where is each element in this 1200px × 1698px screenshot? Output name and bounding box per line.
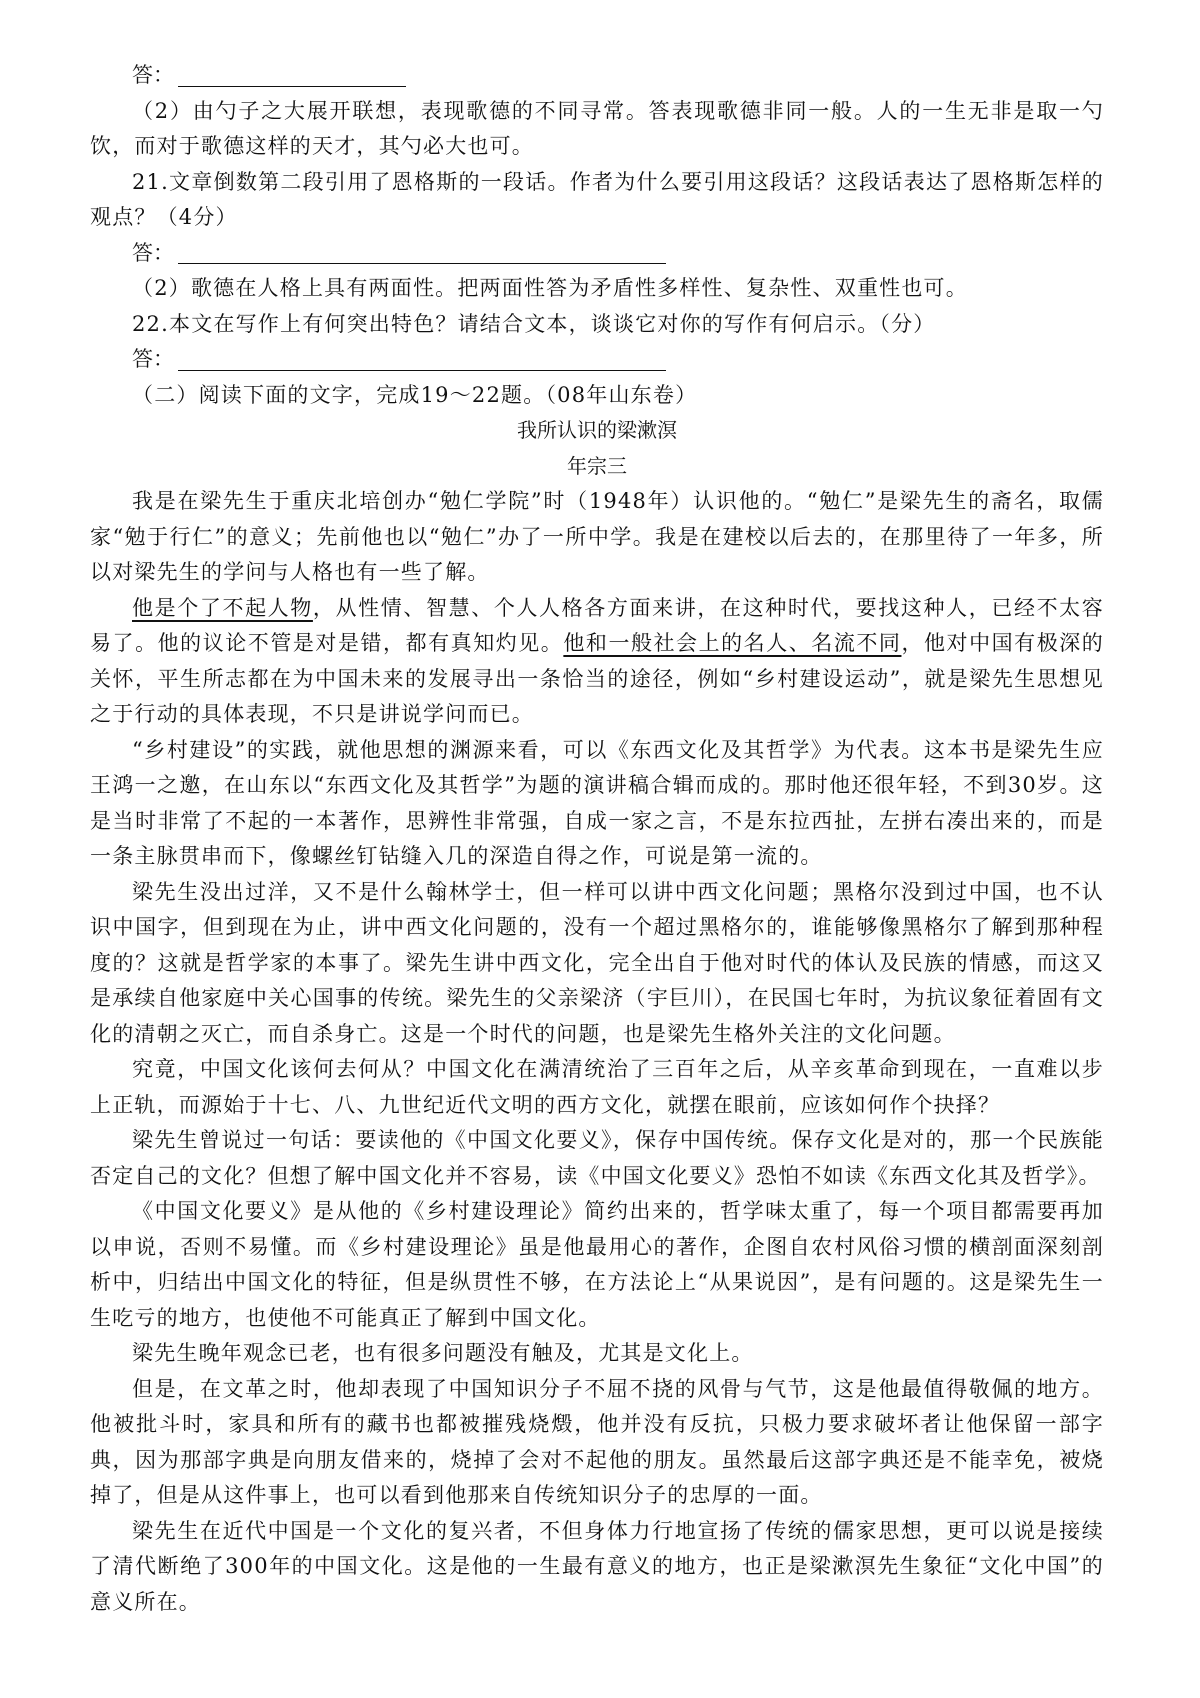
answer-label: 答： <box>132 347 174 371</box>
answer-line-q20 <box>90 58 1104 94</box>
article-paragraph-1: 我是在梁先生于重庆北培创办“勉仁学院”时（1948年）认识他的。“勉仁”是梁先生的斋名，取儒家“勉于行仁”的意义；先前他也以“勉仁”办了一所中学。我是在建校以后去的，在那里待了一年多，所以对梁先生的学问与人格也有一些了解。 <box>90 489 1104 584</box>
article-title: 我所认识的梁漱溟 <box>517 418 677 442</box>
answer-label: 答： <box>132 63 174 87</box>
article-paragraph-2 <box>90 591 1104 733</box>
question-22: 22.本文在写作上有何突出特色？请结合文本，谈谈它对你的写作有何启示。（分） <box>132 311 936 336</box>
article-paragraph-7: 《中国文化要义》是从他的《乡村建设理论》简约出来的，哲学味太重了，每一个项目都需要再加以申说，否则不易懂。而《乡村建设理论》虽是他最用心的著作，企图自农村风俗习惯的横剖面深刻剖析中，归结出中国文化的特征，但是纵贯性不够，在方法论上“从果说因”，是有问题的。这是梁先生一生吃亏的地方，也使他不可能真正了解到中国文化。 <box>90 1199 1104 1330</box>
q21-answer-note: （2）歌德在人格上具有两面性。把两面性答为矛盾性多样性、复杂性、双重性也可。 <box>132 276 968 300</box>
underlined-phrase-1: 他是个了不起人物 <box>132 595 313 620</box>
underlined-phrase-2: 他和一般社会上的名人、名流不同 <box>563 631 902 655</box>
article-author: 年宗三 <box>567 453 627 478</box>
answer-label: 答： <box>132 240 174 265</box>
question-21: 21.文章倒数第二段引用了恩格斯的一段话。作者为什么要引用这段话？这段话表达了恩格斯怎样的观点？（4分） <box>90 169 1104 229</box>
paragraph-2-middle: ，从性情、智慧、个人人格各方面来讲，在这种时代，要找这种人，已经不太容易了。他的议论不管是对是错，都有真知灼见。 <box>90 595 1104 655</box>
section-intro: （二）阅读下面的文字，完成19～22题。（08年山东卷） <box>132 382 698 407</box>
article-paragraph-8: 梁先生晚年观念已老，也有很多问题没有触及，尤其是文化上。 <box>132 1341 754 1365</box>
article-paragraph-9: 但是，在文革之时，他却表现了中国知识分子不屈不挠的风骨与气节，这是他最值得敬佩的地方。他被批斗时，家具和所有的藏书也都被摧残烧燬，他并没有反抗，只极力要求破坏者让他保留一部字典，因为那部字典是向朋友借来的，烧掉了会对不起他的朋友。虽然最后这部字典还是不能幸免，被烧掉了，但是从这件事上，也可以看到他那来自传统知识分子的忠厚的一面。 <box>90 1376 1104 1507</box>
answer-blank[interactable] <box>178 348 666 371</box>
paragraph-2-end: ，他对中国有极深的关怀，平生所志都在为中国未来的发展寻出一条恰当的途径，例如“乡村建设运动”，就是梁先生思想见之于行动的具体表现，不只是讲说学问而已。 <box>90 631 1104 726</box>
q20-answer-note: （2）由勺子之大展开联想，表现歌德的不同寻常。答表现歌德非同一般。人的一生无非是取一勺饮，而对于歌德这样的天才，其勺必大也可。 <box>90 98 1104 158</box>
answer-line-q21 <box>90 236 1104 272</box>
document-page <box>90 58 1104 1620</box>
answer-blank[interactable] <box>178 241 666 264</box>
article-paragraph-10: 梁先生在近代中国是一个文化的复兴者，不但身体力行地宣扬了传统的儒家思想，更可以说是接续了清代断绝了300年的中国文化。这是他的一生最有意义的地方，也正是梁漱溟先生象征“文化中国”的意义所在。 <box>90 1518 1104 1614</box>
article-paragraph-5: 究竟，中国文化该何去何从？中国文化在满清统治了三百年之后，从辛亥革命到现在，一直难以步上正轨，而源始于十七、八、九世纪近代文明的西方文化，就摆在眼前，应该如何作个抉择？ <box>90 1057 1104 1117</box>
article-paragraph-6: 梁先生曾说过一句话：要读他的《中国文化要义》，保存中国传统。保存文化是对的，那一个民族能否定自己的文化？但想了解中国文化并不容易，读《中国文化要义》恐怕不如读《东西文化其及哲学》。 <box>90 1128 1104 1188</box>
answer-line-q22 <box>90 342 1104 378</box>
article-paragraph-3: “乡村建设”的实践，就他思想的渊源来看，可以《东西文化及其哲学》为代表。这本书是梁先生应王鸿一之邀，在山东以“东西文化及其哲学”为题的演讲稿合辑而成的。那时他还很年轻，不到30岁。这是当时非常了不起的一本著作，思辨性非常强，自成一家之言，不是东拉西扯，左拼右凑出来的，而是一条主脉贯串而下，像螺丝钉钻缝入几的深造自得之作，可说是第一流的。 <box>90 737 1104 868</box>
answer-blank[interactable] <box>178 64 406 87</box>
article-paragraph-4: 梁先生没出过洋，又不是什么翰林学士，但一样可以讲中西文化问题；黑格尔没到过中国，也不认识中国字，但到现在为止，讲中西文化问题的，没有一个超过黑格尔的，谁能够像黑格尔了解到那种程度的？这就是哲学家的本事了。梁先生讲中西文化，完全出自于他对时代的体认及民族的情感，而这又是承续自他家庭中关心国事的传统。梁先生的父亲梁济（宇巨川），在民国七年时，为抗议象征着固有文化的清朝之灭亡，而自杀身亡。这是一个时代的问题，也是梁先生格外关注的文化问题。 <box>90 879 1104 1046</box>
